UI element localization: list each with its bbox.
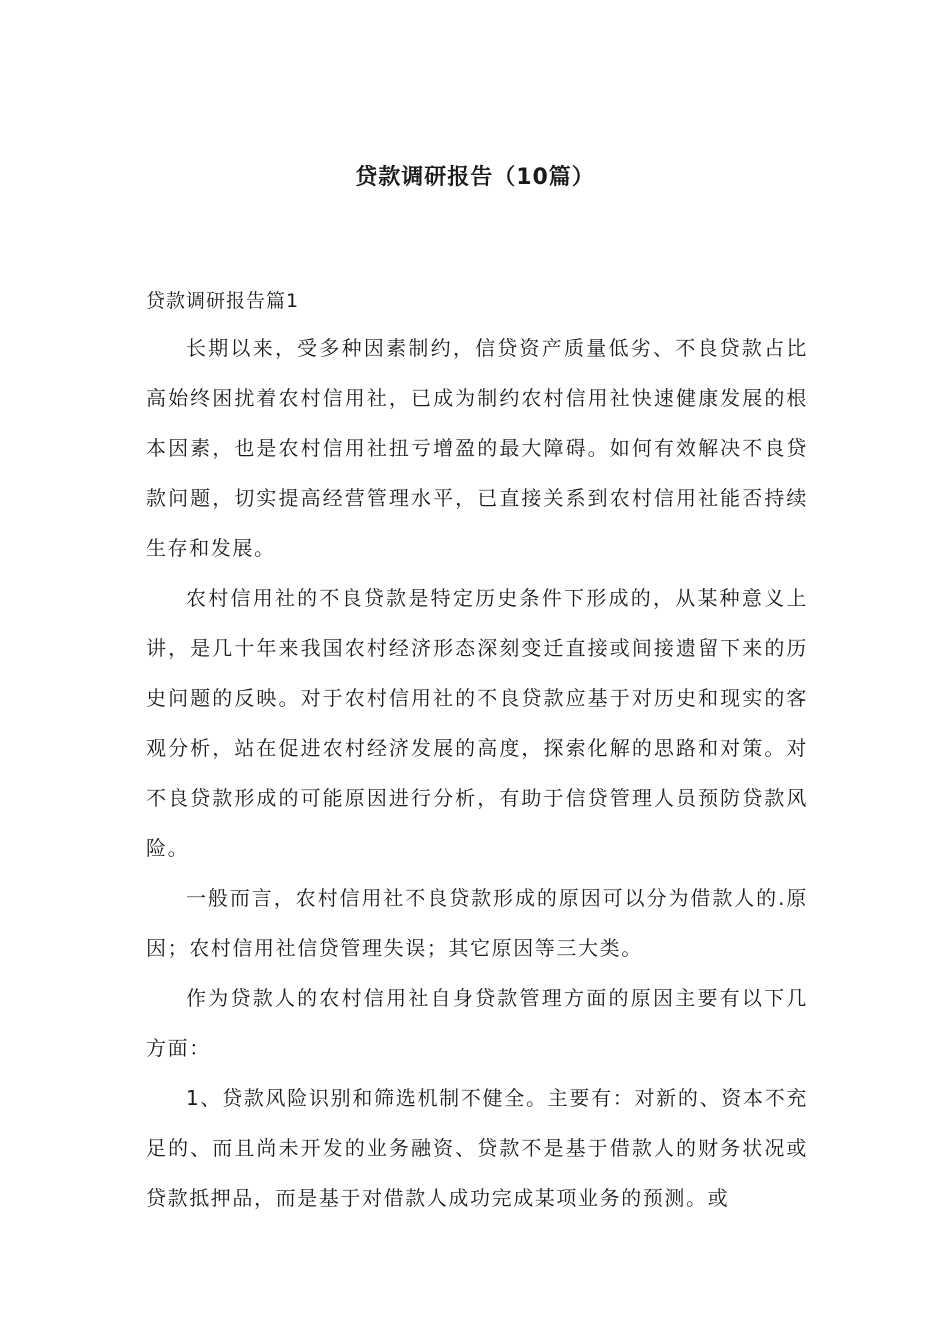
paragraph: 1、贷款风险识别和筛选机制不健全。主要有：对新的、资本不充足的、而且尚未开发的业务融资、贷款不是基于借款人的财务状况或贷款抵押品，而是基于对借款人成功完成某项业务的预测。或 — [146, 1086, 808, 1210]
paragraph: 长期以来，受多种因素制约，信贷资产质量低劣、不良贷款占比高始终困扰着农村信用社，已成为制约农村信用社快速健康发展的根本因素，也是农村信用社扭亏增盈的最大障碍。如何有效解决不良贷款问题，切实提高经营管理水平，已直接关系到农村信用社能否持续生存和发展。 — [146, 336, 808, 560]
paragraph: 农村信用社的不良贷款是特定历史条件下形成的，从某种意义上讲，是几十年来我国农村经济形态深刻变迁直接或间接遗留下来的历史问题的反映。对于农村信用社的不良贷款应基于对历史和现实的客观分析，站在促进农村经济发展的高度，探索化解的思路和对策。对不良贷款形成的可能原因进行分析，有助于信贷管理人员预防贷款风险。 — [146, 586, 808, 860]
document-title: 贷款调研报告（10篇） — [355, 165, 595, 190]
document-body — [146, 323, 808, 1223]
paragraph: 一般而言，农村信用社不良贷款形成的原因可以分为借款人的.原因；农村信用社信贷管理失误；其它原因等三大类。 — [146, 886, 808, 960]
section-heading: 贷款调研报告篇1 — [146, 290, 300, 312]
paragraph: 作为贷款人的农村信用社自身贷款管理方面的原因主要有以下几方面： — [146, 986, 808, 1060]
